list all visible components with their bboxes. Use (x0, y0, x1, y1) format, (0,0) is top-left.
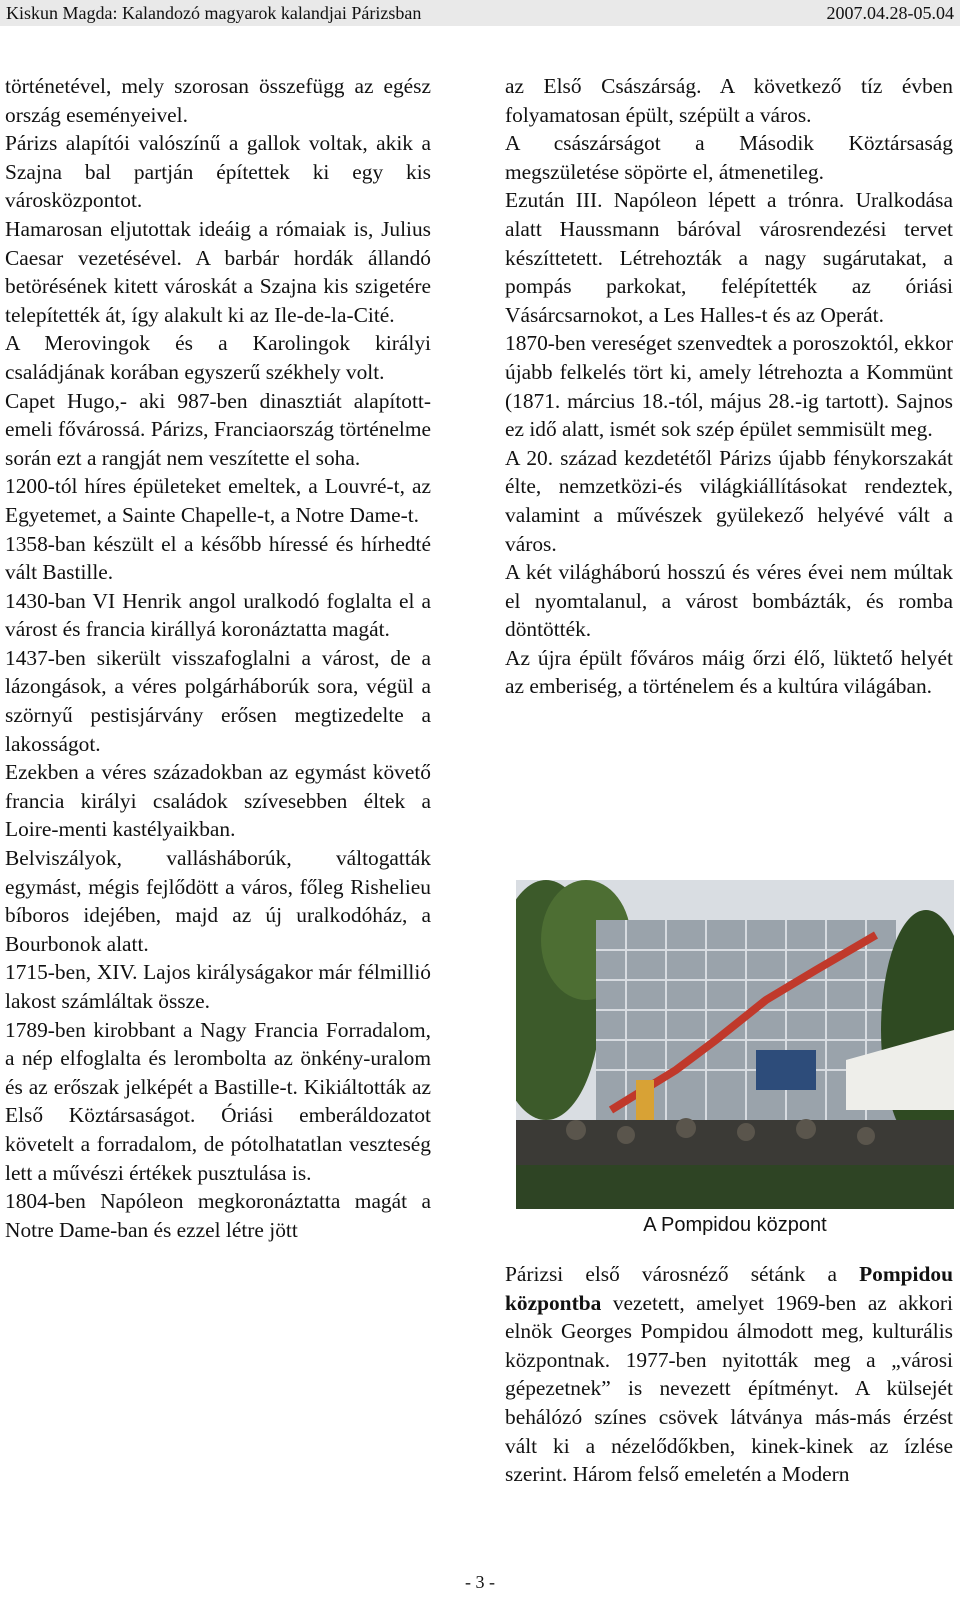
pompidou-bold: Pompidou központba (505, 1262, 953, 1315)
figure-caption: A Pompidou központ (643, 1214, 827, 1236)
pompidou-text-after: vezetett, amelyet 1969-ben az akkori elnök Georges Pompidou álmodott meg, kulturális központnak. 1977-ben nyitották meg a „városi gépezetnek” is nevezett építményt. A külsejét behálózó színes csövek látványa más-más érzést vált ki a nézelődőkben, kinek-kinek az ízlése szerint. Három felső emeletén a Modern (505, 1290, 953, 1487)
paragraph: Párizs alapítói valószínű a gallok voltak, akik a Szajna bal partján építettek ki egy kis városközpontot. (5, 131, 431, 213)
paragraph: 1715-ben, XIV. Lajos királyságakor már félmillió lakost számláltak össze. (5, 960, 431, 1013)
paragraph: 1430-ban VI Henrik angol uralkodó foglalta el a várost és francia királlyá koronáztatta magát. (5, 588, 431, 642)
right-column (505, 72, 953, 701)
paragraph: A Merovingok és a Karolingok királyi családjának korában egyszerű székhely volt. (5, 331, 431, 384)
paragraph: A császárságot a Második Köztársaság megszületése söpörte el, átmenetileg. (505, 131, 953, 184)
paragraph: Belviszályok, vallásháborúk, váltogatták egymást, mégis fejlődött a város, főleg Rishelieu bíboros idejében, majd az új uralkodóház, a Bourbonok alatt. (5, 846, 431, 956)
paragraph: Capet Hugo,- aki 987-ben dinasztiát alapított- emeli fővárossá. Párizs, Franciaország történelme során ezt a rangját nem veszítette el soha. (5, 388, 431, 470)
paragraph: történetével, mely szorosan összefügg az egész ország eseményeivel. (5, 74, 431, 127)
paragraph: Ezután III. Napóleon lépett a trónra. Uralkodása alatt Haussmann báróval városrendezési tervet készíttetett. Létrehozták a nagy sugárutakat, a pompás parkokat, felépítették az óriási Vásárcsarnokot, a Les Halles-t és az Operát. (505, 188, 953, 327)
photo-of-pompidou-centre-icon (516, 880, 954, 1209)
left-column (5, 72, 431, 1244)
page-number: - 3 - (465, 1572, 495, 1592)
paragraph: 1804-ben Napóleon megkoronáztatta magát a Notre Dame-ban és ezzel létre jött (5, 1189, 431, 1242)
running-header (0, 0, 960, 26)
paragraph: Az újra épült főváros máig őrzi élő, lüktető helyét az emberiség, a történelem és a kultúra világában. (505, 645, 953, 699)
paragraph: 1200-tól híres épületeket emeltek, a Louvré-t, az Egyetemet, a Sainte Chapelle-t, a Notre Dame-t. (5, 474, 431, 527)
pompidou-text-before: Párizsi első városnéző sétánk a (505, 1262, 860, 1286)
paragraph: Ezekben a véres századokban az egymást követő francia királyi családok szívesebben éltek a Loire-menti kastélyaikban. (5, 760, 431, 842)
paragraph: 1789-ben kirobbant a Nagy Francia Forradalom, a nép elfoglalta és lerombolta az önkény-uralom és az erőszak jelképét a Bastille-t. Kikiáltották az Első Köztársaságot. Óriási emberáldozatot követelt a forradalom, de pótolhatatlan veszteség lett a művészi értékek pusztulása is. (5, 1017, 431, 1185)
header-title: Kiskun Magda: Kalandozó magyarok kalandjai Párizsban (6, 3, 422, 23)
header-date: 2007.04.28-05.04 (826, 3, 954, 23)
paragraph: 1358-ban készült el a később híressé és hírhedté vált Bastille. (5, 531, 431, 585)
paragraph: 1870-ben vereséget szenvedtek a poroszoktól, ekkor újabb felkelés tört ki, amely létrehozta a Kommünt (1871. március 18.-tól, május 28.-ig tartott). Sajnos ez idő alatt, ismét sok szép épület semmisült meg. (505, 331, 953, 442)
paragraph: 1437-ben sikerült visszafoglalni a várost, de a lázongások, a véres polgárháborúk sora, végül a szörnyű pestisjárvány erősen megtizedelte a lakosságot. (5, 645, 431, 756)
paragraph: az Első Császárság. A következő tíz évben folyamatosan épült, szépült a város. (505, 74, 953, 127)
paragraph: A 20. század kezdetétől Párizs újabb fénykorszakát élte, nemzetközi-és világkiállításokat rendeztek, valamint a művészek gyülekező helyévé vált a város. (505, 445, 953, 556)
pompidou-photo (516, 880, 954, 1209)
paragraph: Hamarosan eljutottak ideáig a rómaiak is, Julius Caesar vezetésével. A barbár hordák állandó betörésének kitett városkát a Szajna kis szigetére telepítették át, így alakult ki az Ile-de-la-Cité. (5, 216, 431, 327)
paragraph: A két világháború hosszú és véres évei nem múltak el nyomtalanul, a várost bombázták, és romba döntötték. (505, 560, 953, 642)
pompidou-paragraph (505, 1260, 953, 1489)
